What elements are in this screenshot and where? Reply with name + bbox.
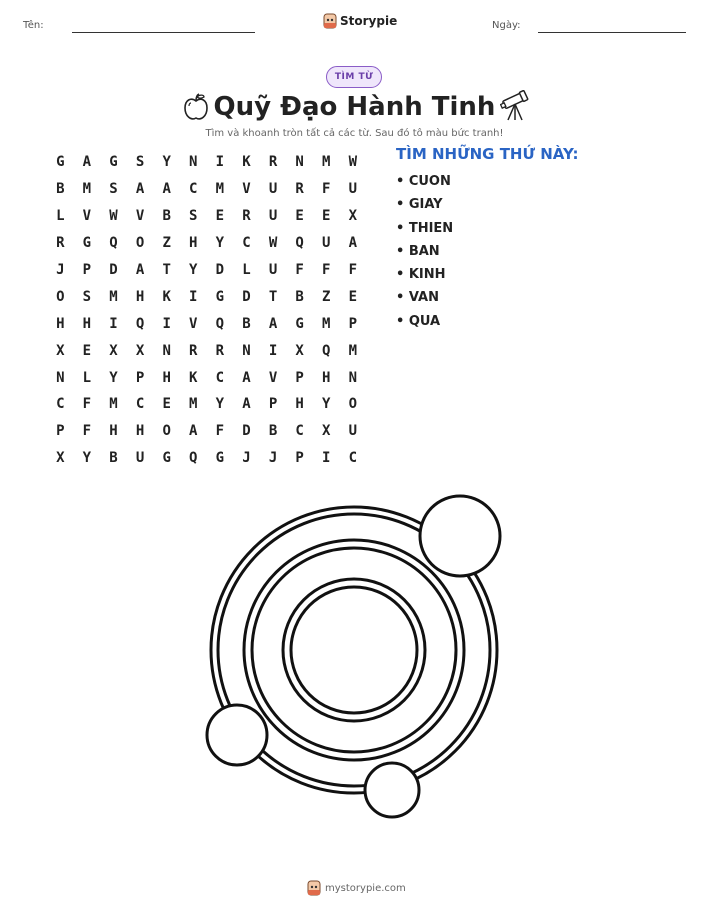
grid-letter[interactable]: Y [189,262,198,278]
grid-letter[interactable]: O [135,235,145,252]
grid-letter[interactable]: A [135,181,145,198]
word-list-title: TÌM NHỮNG THỨ NÀY: [396,145,579,163]
grid-letter[interactable]: X [56,342,65,359]
word-list [396,170,453,333]
word-list-item: • THIEN [396,220,454,236]
grid-letter[interactable]: F [82,423,92,440]
grid-letter[interactable]: V [189,315,198,332]
word-list-item: • QUA [396,313,441,329]
grid-letter[interactable]: X [322,423,331,440]
grid-letter[interactable]: L [242,262,251,278]
grid-letter[interactable]: H [135,423,145,440]
grid-letter[interactable]: M [322,315,331,332]
grid-letter[interactable]: A [189,423,198,440]
grid-letter[interactable]: L [56,208,65,225]
grid-letter[interactable]: R [242,208,251,225]
word-list-item: • CUON [396,174,451,189]
grid-letter[interactable]: M [215,181,225,198]
grid-letter[interactable]: D [242,288,251,305]
grid-letter[interactable]: Y [215,396,225,413]
grid-letter[interactable]: B [242,315,251,332]
planet-left [207,705,267,765]
grid-letter[interactable]: M [348,342,358,359]
grid-letter[interactable]: C [56,396,65,413]
grid-letter[interactable]: N [242,342,251,359]
grid-letter[interactable]: G [215,450,225,467]
grid-letter[interactable]: K [162,288,171,305]
grid-letter[interactable]: C [189,181,198,198]
name-label: Tên: [23,20,44,31]
grid-letter[interactable]: D [215,262,225,278]
grid-letter[interactable]: U [348,423,358,440]
grid-letter[interactable]: P [295,369,304,386]
grid-letter[interactable]: A [82,154,92,171]
grid-letter[interactable]: O [348,396,358,413]
grid-letter[interactable]: I [215,154,225,171]
grid-letter[interactable]: V [268,369,278,386]
grid-letter[interactable]: M [82,181,92,198]
grid-letter[interactable]: X [348,208,358,225]
grid-letter[interactable]: M [109,288,118,305]
grid-letter[interactable]: G [162,450,171,467]
word-list-item: • KINH [396,267,446,283]
grid-letter[interactable]: M [189,396,198,413]
grid-letter[interactable]: H [162,369,171,386]
grid-letter[interactable]: B [162,208,171,225]
grid-letter[interactable]: A [242,369,251,386]
grid-letter[interactable]: N [56,369,65,386]
word-list-item: • VAN [396,290,439,306]
grid-letter[interactable]: J [242,450,251,467]
grid-letter[interactable]: S [189,208,198,225]
grid-letter[interactable]: W [109,208,118,225]
planet-bottom [365,763,419,817]
grid-letter[interactable]: E [215,208,225,225]
grid-letter[interactable]: Z [162,235,171,252]
grid-letter[interactable]: I [109,315,118,332]
grid-letter[interactable]: O [56,288,65,305]
grid-letter[interactable]: U [348,181,358,198]
storypie-mascot-icon [323,13,337,29]
grid-letter[interactable]: M [109,396,118,413]
date-field-line[interactable] [538,32,686,33]
grid-letter[interactable]: K [242,154,251,171]
grid-letter[interactable]: Q [135,315,145,332]
grid-letter[interactable]: Z [322,288,331,305]
grid-letter[interactable]: C [135,396,145,413]
grid-letter[interactable]: U [268,208,278,225]
grid-letter[interactable]: M [322,154,331,171]
grid-letter[interactable]: E [348,288,358,305]
grid-letter[interactable]: W [268,235,278,252]
grid-letter[interactable]: Y [215,235,225,252]
planet-top-right [420,496,500,576]
grid-letter[interactable]: F [322,181,331,198]
grid-letter[interactable]: Q [322,342,331,359]
word-search-grid[interactable] [47,149,366,472]
footer-url[interactable]: mystorypie.com [325,882,406,894]
grid-letter[interactable]: C [295,423,304,440]
telescope-icon [500,90,530,122]
grid-letter[interactable]: I [162,315,171,332]
grid-letter[interactable]: P [56,423,65,440]
grid-letter[interactable]: H [135,288,145,305]
grid-letter[interactable]: H [56,315,65,332]
grid-letter[interactable]: I [189,288,198,305]
word-list-item: • BAN [396,243,440,259]
grid-letter[interactable]: B [295,288,304,305]
grid-letter[interactable]: F [348,262,358,278]
grid-letter[interactable]: P [135,369,145,386]
grid-letter[interactable]: Q [215,315,225,332]
grid-letter[interactable]: I [322,450,331,467]
grid-letter[interactable]: J [268,450,278,467]
grid-letter[interactable]: R [189,342,198,359]
grid-letter[interactable]: T [162,262,171,278]
grid-letter[interactable]: V [82,208,92,225]
grid-letter[interactable]: A [348,235,358,252]
grid-letter[interactable]: P [82,262,92,278]
grid-letter[interactable]: B [109,450,118,467]
grid-letter[interactable]: E [162,396,171,413]
grid-letter[interactable]: C [215,369,225,386]
central-planet-outer [283,579,425,721]
grid-letter[interactable]: N [162,342,171,359]
grid-letter[interactable]: A [135,262,145,278]
grid-letter[interactable]: W [348,154,358,171]
grid-letter[interactable]: A [242,396,251,413]
grid-letter[interactable]: S [82,288,92,305]
name-field-line[interactable] [72,32,255,33]
grid-letter[interactable]: K [189,369,198,386]
grid-letter[interactable]: G [56,154,65,171]
grid-letter[interactable]: Y [162,154,171,171]
grid-letter[interactable]: S [109,181,118,198]
grid-letter[interactable]: F [215,423,225,440]
grid-letter[interactable]: E [82,342,92,359]
grid-letter[interactable]: H [295,396,304,413]
grid-letter[interactable]: H [189,235,198,252]
grid-letter[interactable]: E [322,208,331,225]
grid-letter[interactable]: U [135,450,145,467]
grid-letter[interactable]: B [56,181,65,198]
grid-letter[interactable]: N [295,154,304,171]
grid-letter[interactable]: P [268,396,278,413]
grid-letter[interactable]: Y [82,450,92,467]
grid-letter[interactable]: V [135,208,145,225]
grid-letter[interactable]: D [242,423,251,440]
grid-letter[interactable]: R [295,181,304,198]
grid-letter[interactable]: X [56,450,65,467]
grid-letter[interactable]: N [189,154,198,171]
instructions: Tìm và khoanh tròn tất cả các từ. Sau đó tô màu bức tranh! [205,128,504,139]
grid-letter[interactable]: X [295,342,304,359]
brand-logo [323,13,397,29]
grid-letter[interactable]: U [322,235,331,252]
grid-letter[interactable]: X [109,342,118,359]
footer [307,880,406,896]
grid-letter[interactable]: G [215,288,225,305]
grid-letter[interactable]: E [295,208,304,225]
grid-letter[interactable]: P [348,315,358,332]
grid-letter[interactable]: S [135,154,145,171]
grid-letter[interactable]: Y [109,369,118,386]
grid-letter[interactable]: R [268,154,278,171]
storypie-mascot-icon [307,880,321,896]
grid-letter[interactable]: P [295,450,304,467]
grid-letter[interactable]: V [242,181,251,198]
grid-letter[interactable]: H [82,315,92,332]
grid-letter[interactable]: U [268,181,278,198]
grid-letter[interactable]: H [322,369,331,386]
grid-letter[interactable]: I [268,342,278,359]
grid-letter[interactable]: N [348,369,358,386]
grid-letter[interactable]: J [56,262,65,278]
grid-letter[interactable]: Q [189,450,198,467]
grid-letter[interactable]: B [268,423,278,440]
grid-letter[interactable]: X [135,342,145,359]
grid-letter[interactable]: U [268,262,278,278]
grid-letter[interactable]: G [295,315,304,332]
grid-letter[interactable]: Q [109,235,118,252]
page-title: Quỹ Đạo Hành Tinh [213,92,496,122]
grid-letter[interactable]: R [215,342,225,359]
grid-letter[interactable]: F [82,396,92,413]
grid-letter[interactable]: A [268,315,278,332]
planet-orbit-coloring-image[interactable] [200,490,510,820]
grid-letter[interactable]: G [109,154,118,171]
word-list-item: • GIAY [396,197,443,213]
grid-letter[interactable]: Y [322,396,331,413]
grid-letter[interactable]: H [109,423,118,440]
grid-letter[interactable]: T [268,288,278,305]
grid-letter[interactable]: R [56,235,65,252]
grid-letter[interactable]: L [82,369,92,386]
grid-letter[interactable]: C [242,235,251,252]
grid-letter[interactable]: O [162,423,171,440]
brand-name: Storypie [340,14,398,28]
grid-letter[interactable]: Q [295,235,304,252]
grid-letter[interactable]: F [322,262,331,278]
grid-letter[interactable]: C [348,450,358,467]
date-label: Ngày: [492,20,521,31]
grid-letter[interactable]: F [295,262,304,278]
grid-letter[interactable]: D [109,262,118,278]
grid-letter[interactable]: G [82,235,92,252]
grid-letter[interactable]: A [162,181,171,198]
word-search-badge: TÌM TỪ [326,66,382,88]
